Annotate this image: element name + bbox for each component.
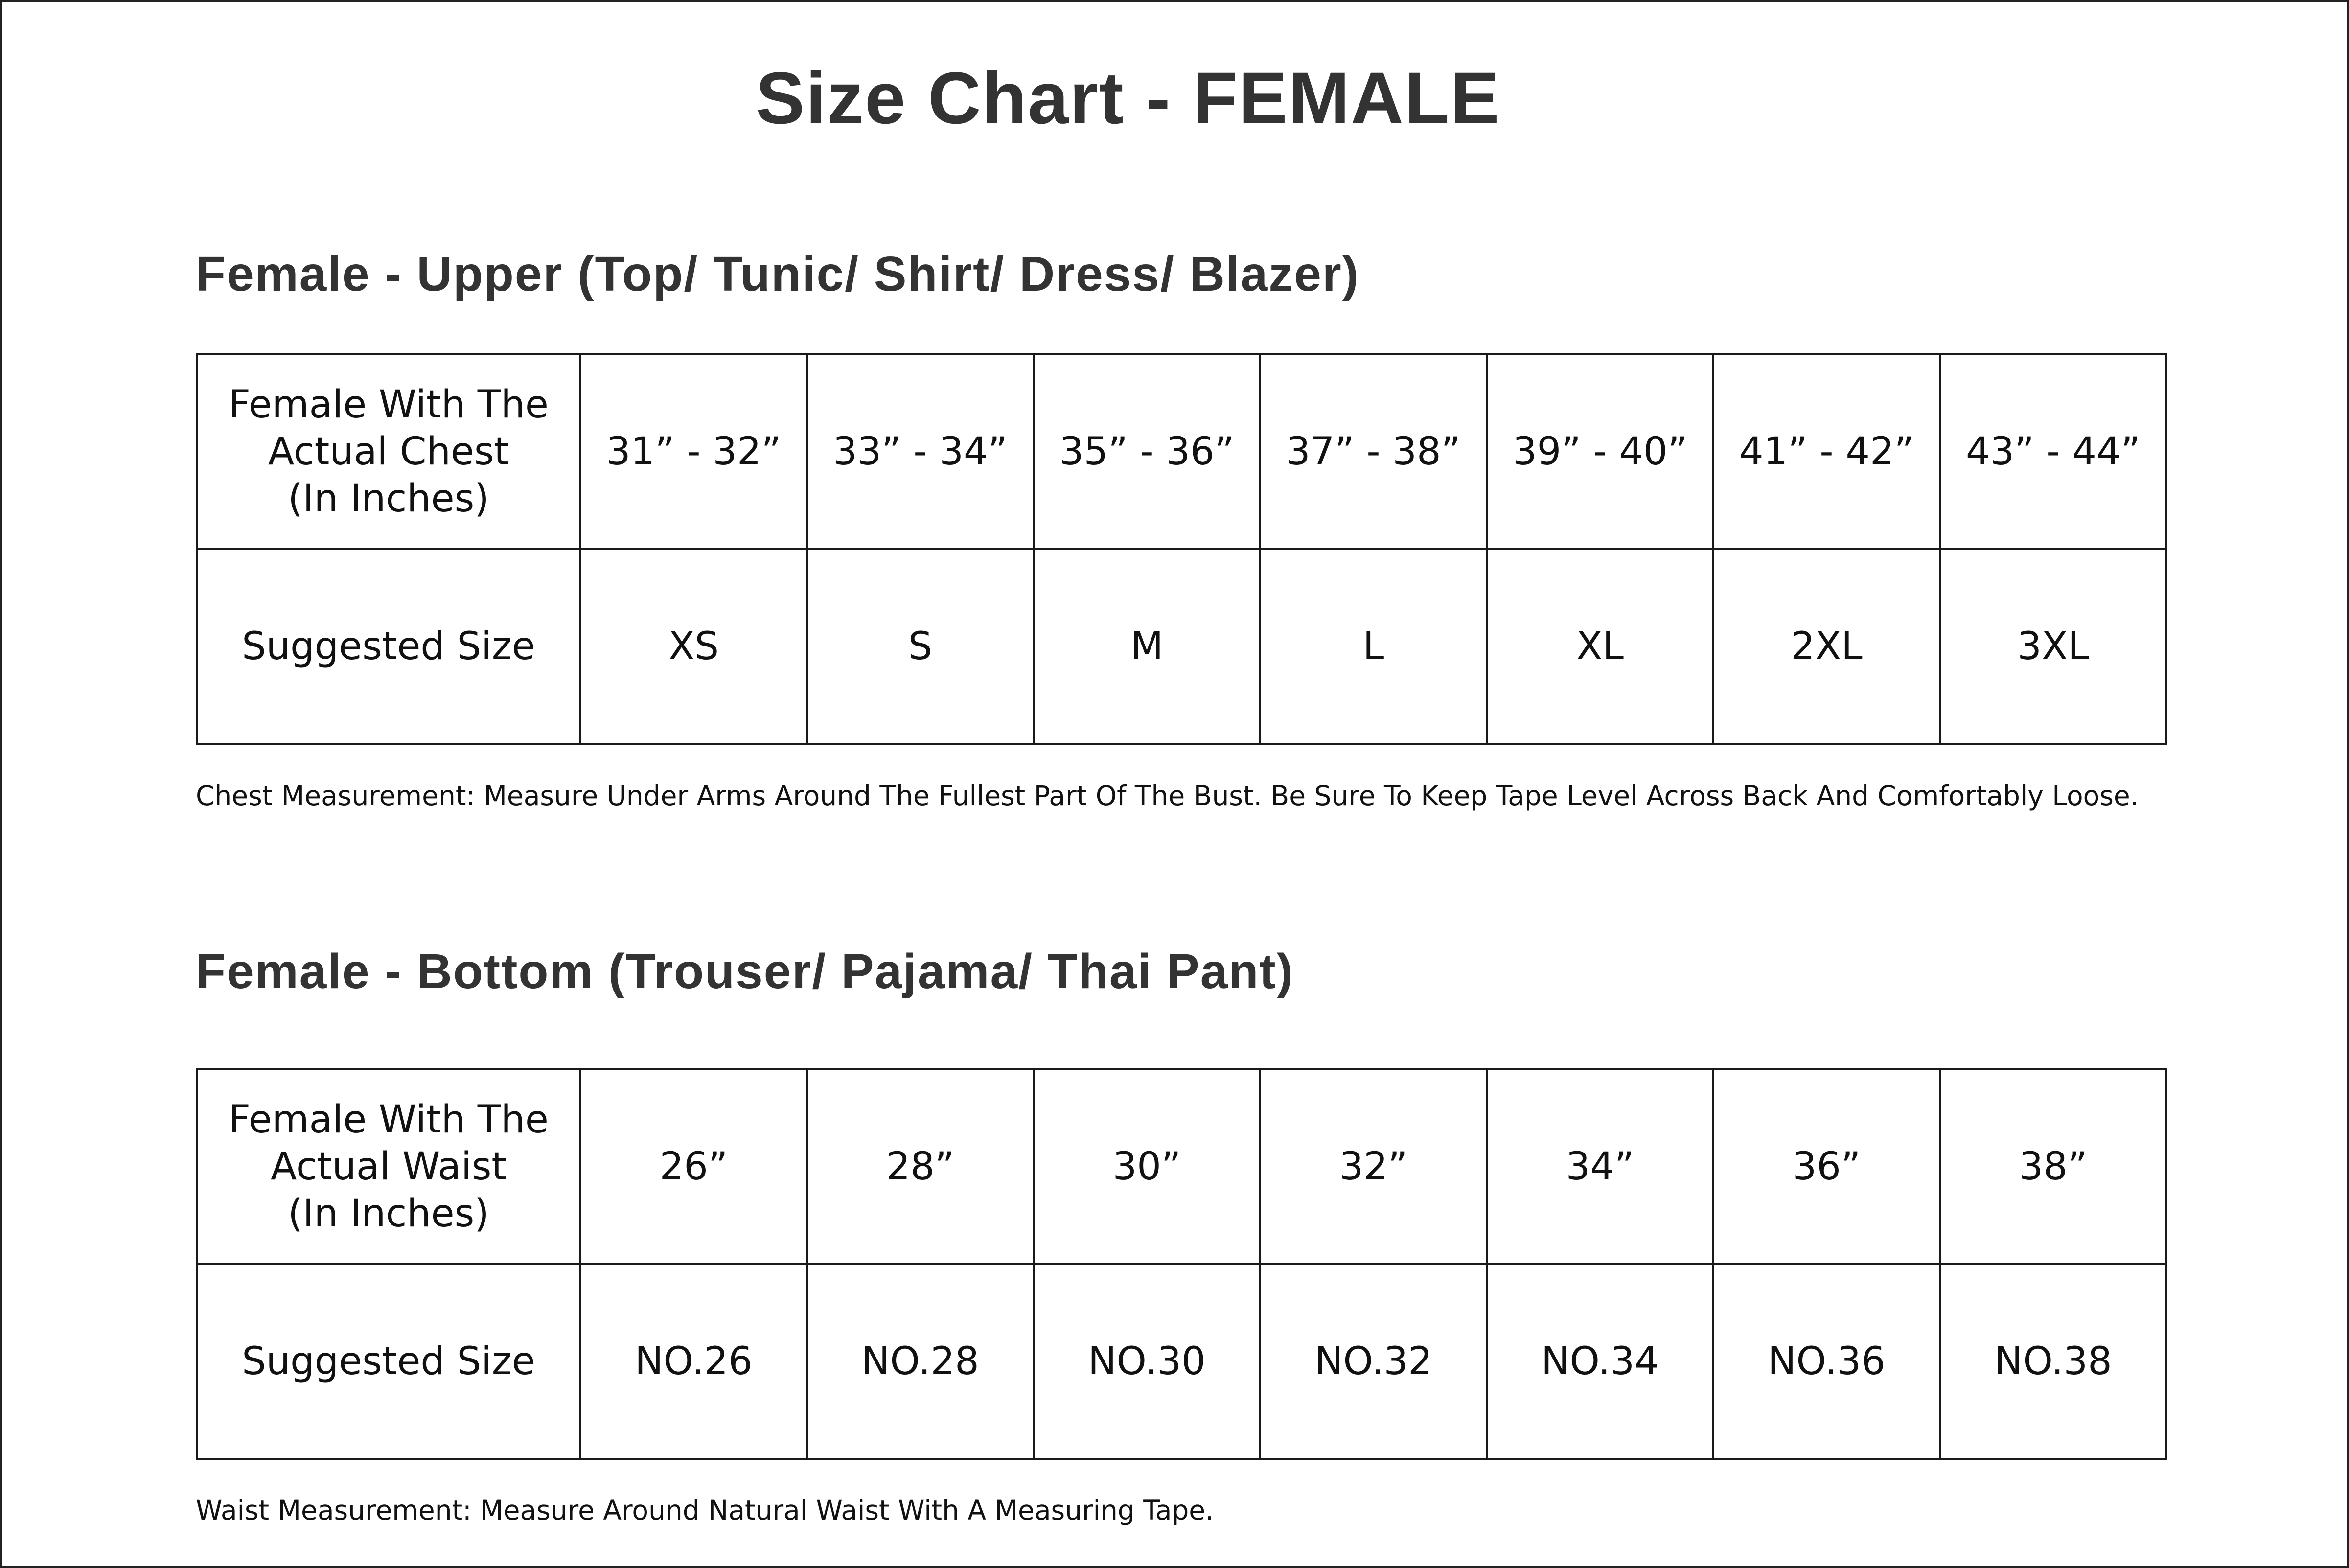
suggested-size-cell: 3XL — [1940, 549, 2166, 744]
row-label-suggested-size: Suggested Size — [197, 549, 580, 744]
suggested-size-cell: XL — [1487, 549, 1713, 744]
waist-value-cell: 26” — [580, 1069, 807, 1264]
bottom-section-heading: Female - Bottom (Trouser/ Pajama/ Thai Pant) — [196, 944, 1294, 999]
upper-size-table — [196, 353, 2167, 745]
suggested-size-cell: S — [807, 549, 1034, 744]
table-row — [197, 1069, 2166, 1264]
row-label-suggested-size: Suggested Size — [197, 1264, 580, 1459]
chest-range-cell: 39” - 40” — [1487, 354, 1713, 549]
label-line: (In Inches) — [288, 1192, 489, 1236]
waist-value-cell: 36” — [1713, 1069, 1940, 1264]
upper-section-heading: Female - Upper (Top/ Tunic/ Shirt/ Dress/ Blazer) — [196, 247, 1360, 301]
suggested-size-cell: NO.26 — [580, 1264, 807, 1459]
label-line: Female With The — [229, 383, 549, 427]
bottom-size-table — [196, 1068, 2167, 1460]
waist-value-cell: 28” — [807, 1069, 1034, 1264]
table-row — [197, 549, 2166, 744]
suggested-size-cell: NO.32 — [1260, 1264, 1487, 1459]
label-line: Actual Chest — [268, 430, 509, 474]
suggested-size-cell: NO.38 — [1940, 1264, 2166, 1459]
suggested-size-cell: NO.30 — [1034, 1264, 1260, 1459]
table-row — [197, 1264, 2166, 1459]
waist-value-cell: 34” — [1487, 1069, 1713, 1264]
row-label-chest — [197, 354, 580, 549]
chest-range-cell: 31” - 32” — [580, 354, 807, 549]
waist-value-cell: 38” — [1940, 1069, 2166, 1264]
suggested-size-cell: M — [1034, 549, 1260, 744]
page-title: Size Chart - FEMALE — [756, 57, 1500, 139]
suggested-size-cell: NO.36 — [1713, 1264, 1940, 1459]
waist-value-cell: 30” — [1034, 1069, 1260, 1264]
suggested-size-cell: L — [1260, 549, 1487, 744]
row-label-waist — [197, 1069, 580, 1264]
chest-range-cell: 33” - 34” — [807, 354, 1034, 549]
label-line: Actual Waist — [271, 1145, 507, 1189]
suggested-size-cell: NO.28 — [807, 1264, 1034, 1459]
suggested-size-cell: NO.34 — [1487, 1264, 1713, 1459]
label-line: (In Inches) — [288, 477, 489, 521]
chest-range-cell: 43” - 44” — [1940, 354, 2166, 549]
waist-value-cell: 32” — [1260, 1069, 1487, 1264]
waist-measurement-note: Waist Measurement: Measure Around Natural Waist With A Measuring Tape. — [196, 1495, 1214, 1526]
chest-range-cell: 35” - 36” — [1034, 354, 1260, 549]
suggested-size-cell: 2XL — [1713, 549, 1940, 744]
chest-range-cell: 41” - 42” — [1713, 354, 1940, 549]
suggested-size-cell: XS — [580, 549, 807, 744]
table-row — [197, 354, 2166, 549]
chest-range-cell: 37” - 38” — [1260, 354, 1487, 549]
label-line: Female With The — [229, 1098, 549, 1142]
chest-measurement-note: Chest Measurement: Measure Under Arms Around The Fullest Part Of The Bust. Be Sure To Keep Tape Level Across Back And Comfortably Loose. — [196, 780, 2139, 811]
